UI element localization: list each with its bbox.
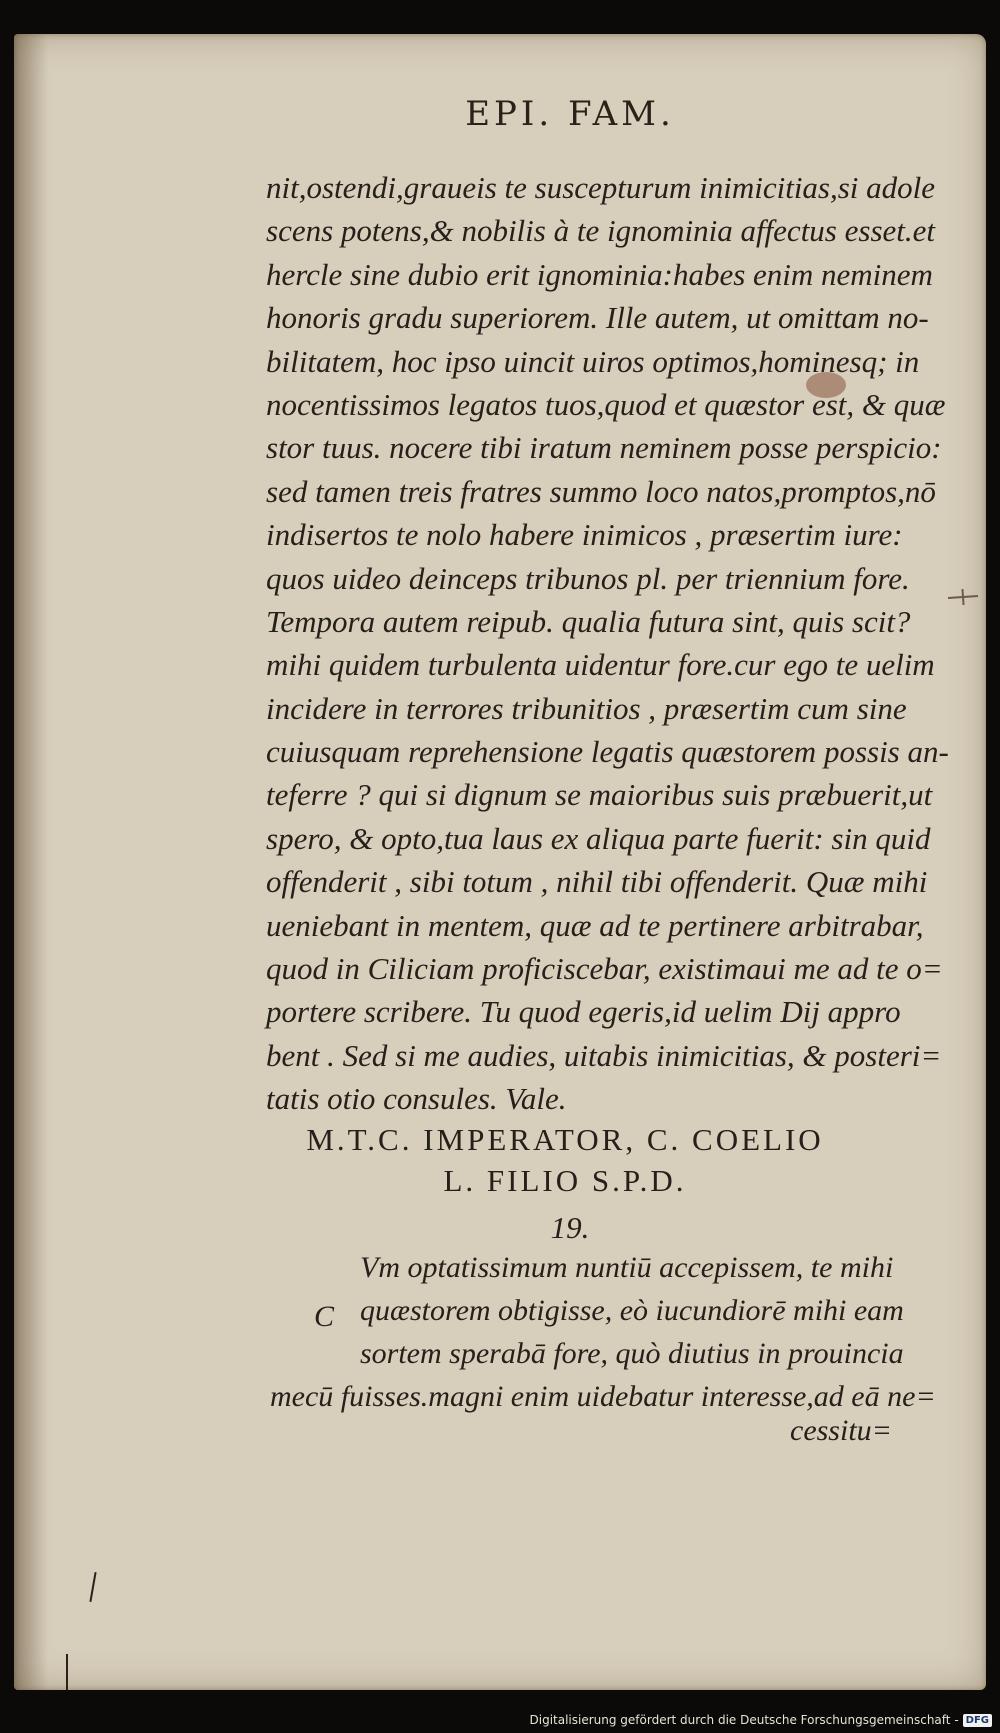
letter-text	[270, 1246, 940, 1418]
text-line: tatis otio consules. Vale.	[266, 1081, 567, 1117]
text-line: ueniebant in mentem, quæ ad te pertinere arbitrabar,	[266, 907, 924, 943]
text-line: nocentissimos legatos tuos,quod et quæstor est, & quæ	[266, 386, 946, 422]
text-line: sed tamen treis fratres summo loco natos,promptos,nō	[266, 473, 936, 509]
credit-text: Digitalisierung gefördert durch die Deutsche Forschungsgemeinschaft -	[529, 1713, 959, 1727]
margin-scratch	[89, 1572, 96, 1602]
text-line: bent . Sed si me audies, uitabis inimicitias, & posteri=	[266, 1037, 942, 1073]
text-line: portere scribere. Tu quod egeris,id uelim Dij appro	[266, 994, 901, 1030]
text-line: cuiusquam reprehensione legatis quæstorem possis an-	[266, 734, 949, 770]
digitization-credit	[530, 1713, 993, 1727]
text-line: mihi quidem turbulenta uidentur fore.cur ego te uelim	[266, 647, 935, 683]
text-line: spero, & opto,tua laus ex aliqua parte fuerit: sin quid	[266, 820, 931, 856]
text-line: quod in Ciliciam proficiscebar, existimaui me ad te o=	[266, 951, 943, 987]
text-line: quæstorem obtigisse, eò iucundiorē mihi eam	[360, 1294, 904, 1327]
text-line: teferre ? qui si dignum se maioribus suis præbuerit,ut	[266, 777, 933, 813]
running-head: EPI. FAM.	[465, 94, 675, 134]
text-line: offenderit , sibi totum , nihil tibi offenderit. Quæ mihi	[266, 864, 928, 900]
text-line: incidere in terrores tribunitios , præsertim cum sine	[266, 690, 907, 726]
page-gutter-shadow	[14, 34, 48, 1690]
letter-number: 19.	[550, 1210, 590, 1245]
text-line: bilitatem, hoc ipso uincit uiros optimos,hominesq; in	[266, 343, 920, 379]
margin-scratch	[66, 1654, 68, 1690]
text-line: Tempora autem reipub. qualia futura sint, quis scit?	[266, 603, 911, 639]
dfg-logo: DFG	[963, 1714, 992, 1727]
letter-heading: M.T.C. IMPERATOR, C. COELIO	[306, 1122, 824, 1157]
text-line: stor tuus. nocere tibi iratum neminem posse perspicio:	[266, 430, 942, 466]
text-line: quos uideo deinceps tribunos pl. per triennium fore.	[266, 560, 910, 596]
text-line: hercle sine dubio erit ignominia:habes enim neminem	[266, 256, 933, 292]
text-line: honoris gradu superiorem. Ille autem, ut omittam no-	[266, 300, 929, 336]
text-line: nit,ostendi,graueis te suscepturum inimicitias,si adole	[266, 170, 936, 205]
margin-mark	[948, 595, 978, 599]
text-line: sortem sperabā fore, quò diutius in prouincia	[360, 1337, 904, 1370]
letter-heading-line2: L. FILIO S.P.D.	[443, 1163, 687, 1198]
text-line: Vm optatissimum nuntiū accepissem, te mihi	[360, 1251, 894, 1284]
catchword: cessitu=	[790, 1414, 892, 1447]
body-text	[266, 166, 949, 1121]
text-line: indisertos te nolo habere inimicos , præsertim iure:	[266, 517, 903, 553]
initial-letter-guide: C	[314, 1300, 335, 1333]
text-line: scens potens,& nobilis à te ignominia affectus esset.et	[266, 213, 935, 249]
text-line: mecū fuisses.magni enim uidebatur interesse,ad eā ne=	[270, 1380, 936, 1413]
